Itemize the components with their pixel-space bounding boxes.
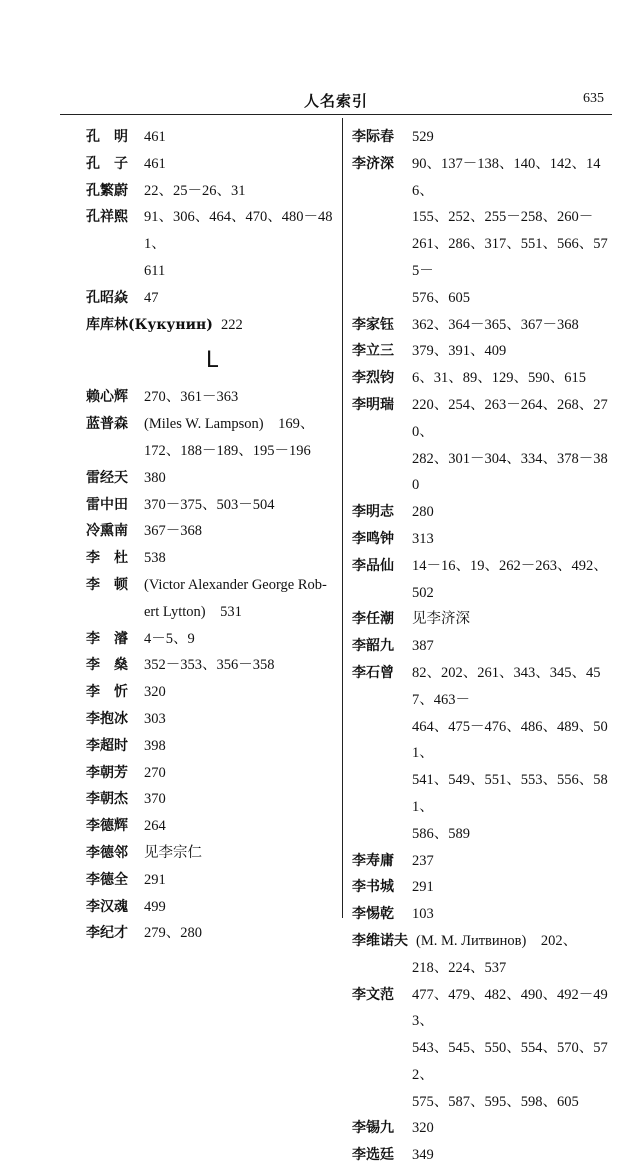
index-entry bbox=[86, 492, 338, 519]
entry-name: 李维诺夫 bbox=[352, 932, 408, 949]
entry-references: 90、137－138、140、142、146、 155、252、255－258、260－ 261、286、317、551、566、575－ 576、605 bbox=[412, 155, 608, 306]
entry-references: 103 bbox=[412, 906, 434, 923]
entry-references: 529 bbox=[412, 129, 434, 145]
entry-name: 孔 明 bbox=[86, 129, 128, 145]
entry-name: 孔繁蔚 bbox=[86, 182, 128, 199]
entry-references: 379、391、409 bbox=[412, 343, 507, 360]
entry-references: 398 bbox=[144, 737, 166, 754]
entry-name: 李纪才 bbox=[86, 925, 128, 942]
index-entry bbox=[86, 786, 338, 813]
entry-references: 370－375、503－504 bbox=[144, 496, 275, 513]
index-entry bbox=[86, 572, 338, 626]
entry-references: 461 bbox=[144, 129, 166, 145]
entry-references: 279、280 bbox=[144, 925, 202, 942]
entry-name: 李 顿 bbox=[86, 576, 128, 593]
entry-name: 孔 子 bbox=[86, 155, 128, 172]
entry-name: 李明志 bbox=[352, 504, 394, 521]
entry-references: 320 bbox=[144, 684, 166, 701]
entry-name: 雷中田 bbox=[86, 496, 128, 513]
entry-references: 见李济深 bbox=[412, 611, 470, 628]
entry-name: 库库林(Кукунин) bbox=[86, 316, 213, 333]
entry-name: 李选廷 bbox=[352, 1147, 394, 1164]
entry-references: 237 bbox=[412, 852, 434, 869]
index-entry bbox=[352, 553, 614, 607]
entry-name: 李德邻 bbox=[86, 844, 128, 861]
index-entry bbox=[352, 606, 614, 633]
index-entry bbox=[86, 384, 338, 411]
entry-name: 李朝杰 bbox=[86, 791, 128, 808]
entry-name: 李德全 bbox=[86, 871, 128, 888]
index-entry bbox=[352, 392, 614, 499]
entry-references: 461 bbox=[144, 155, 166, 172]
index-column-left bbox=[86, 124, 338, 947]
entry-references: 22、25－26、31 bbox=[144, 182, 246, 199]
index-entry bbox=[352, 338, 614, 365]
entry-name: 李书城 bbox=[352, 879, 394, 896]
entry-name: 李任潮 bbox=[352, 611, 394, 628]
index-entry bbox=[86, 411, 338, 465]
index-entry bbox=[86, 204, 338, 284]
index-entry bbox=[86, 760, 338, 787]
entry-references: 47 bbox=[144, 289, 159, 306]
entry-name: 李惕乾 bbox=[352, 906, 394, 923]
index-entry bbox=[86, 679, 338, 706]
entry-references: 538 bbox=[144, 550, 166, 567]
index-entry bbox=[86, 178, 338, 205]
index-entry bbox=[86, 894, 338, 921]
entry-name: 李品仙 bbox=[352, 557, 394, 574]
column-divider bbox=[342, 118, 343, 918]
entry-references: 270 bbox=[144, 764, 166, 781]
entry-name: 李家钰 bbox=[352, 316, 394, 333]
entry-name: 李韶九 bbox=[352, 638, 394, 655]
index-entry bbox=[86, 733, 338, 760]
page-header bbox=[60, 88, 612, 115]
index-entry bbox=[352, 982, 614, 1116]
entry-name: 李 濬 bbox=[86, 630, 128, 647]
entry-references: 352－353、356－358 bbox=[144, 657, 275, 674]
entry-name: 李立三 bbox=[352, 343, 394, 360]
entry-name: 李朝芳 bbox=[86, 764, 128, 781]
entry-references: (Victor Alexander George Rob- ert Lytton) 531 bbox=[144, 576, 327, 620]
index-entry bbox=[86, 652, 338, 679]
entry-name: 李际春 bbox=[352, 129, 394, 145]
entry-references: 499 bbox=[144, 898, 166, 915]
entry-references: 14－16、19、262－263、492、 502 bbox=[412, 557, 608, 601]
index-entry bbox=[86, 518, 338, 545]
entry-references: 91、306、464、470、480－481、 611 bbox=[144, 209, 333, 279]
entry-references: 见李宗仁 bbox=[144, 844, 202, 861]
running-title: 人名索引 bbox=[303, 92, 368, 110]
index-entry bbox=[352, 312, 614, 339]
entry-references: 291 bbox=[144, 871, 166, 888]
entry-name: 李抱冰 bbox=[86, 710, 128, 727]
index-entry bbox=[86, 706, 338, 733]
entry-references: 220、254、263－264、268、270、 282、301－304、334、378－380 bbox=[412, 396, 608, 494]
entry-name: 李汉魂 bbox=[86, 898, 128, 915]
index-entry bbox=[352, 874, 614, 901]
index-entry bbox=[86, 867, 338, 894]
entry-references: (M. M. Литвинов) 202、 218、224、537 bbox=[412, 932, 578, 976]
index-entry bbox=[352, 151, 614, 312]
entry-name: 李明瑞 bbox=[352, 396, 394, 413]
entry-references: 380 bbox=[144, 469, 166, 486]
entry-references: 320 bbox=[412, 1120, 434, 1137]
index-entry bbox=[86, 840, 338, 867]
index-entry bbox=[86, 124, 338, 151]
index-entry bbox=[352, 526, 614, 553]
index-entry bbox=[352, 928, 614, 982]
index-entry bbox=[86, 813, 338, 840]
index-entry bbox=[86, 465, 338, 492]
index-entry bbox=[352, 901, 614, 928]
index-column-right bbox=[352, 124, 614, 1169]
entry-name: 冷熏南 bbox=[86, 523, 128, 540]
entry-name: 李鸣钟 bbox=[352, 530, 394, 547]
entry-references: 370 bbox=[144, 791, 166, 808]
index-entry bbox=[86, 920, 338, 947]
entry-references: 477、479、482、490、492－493、 543、545、550、554、570、572、 575、587、595、598、605 bbox=[412, 986, 608, 1110]
entry-name: 李 燊 bbox=[86, 657, 128, 674]
entry-references: 362、364－365、367－368 bbox=[412, 316, 579, 333]
entry-name: 李济深 bbox=[352, 155, 394, 172]
entry-references: 387 bbox=[412, 638, 434, 655]
index-entry bbox=[352, 660, 614, 848]
entry-references: 313 bbox=[412, 530, 434, 547]
entry-references: 291 bbox=[412, 879, 434, 896]
index-entry bbox=[352, 365, 614, 392]
entry-references: (Miles W. Lampson) 169、 172、188－189、195－196 bbox=[144, 416, 315, 459]
index-entry bbox=[352, 499, 614, 526]
index-entry bbox=[86, 312, 338, 339]
index-entry bbox=[352, 1115, 614, 1142]
entry-references: 264 bbox=[144, 818, 166, 835]
index-entry bbox=[352, 124, 614, 151]
entry-references: 303 bbox=[144, 710, 166, 727]
entry-references: 4－5、9 bbox=[144, 630, 195, 647]
entry-references: 367－368 bbox=[144, 523, 202, 540]
entry-name: 蓝普森 bbox=[86, 416, 128, 433]
entry-name: 李德辉 bbox=[86, 818, 128, 835]
entry-name: 李 忻 bbox=[86, 684, 128, 701]
entry-name: 李文范 bbox=[352, 986, 394, 1003]
entry-name: 李烈钧 bbox=[352, 370, 394, 387]
entry-references: 82、202、261、343、345、457、463－ 464、475－476、486、489、501、 541、549、551、553、556、581、 586、589 bbox=[412, 664, 608, 842]
section-letter: L bbox=[205, 348, 219, 374]
entry-name: 李石曾 bbox=[352, 664, 394, 681]
entry-name: 李 杜 bbox=[86, 550, 128, 567]
page-number: 635 bbox=[583, 91, 604, 106]
index-entry bbox=[86, 285, 338, 312]
entry-name: 雷经天 bbox=[86, 469, 128, 486]
entry-references: 222 bbox=[221, 316, 243, 333]
entry-name: 李寿庸 bbox=[352, 852, 394, 869]
entry-name: 孔祥熙 bbox=[86, 209, 128, 226]
entry-references: 349 bbox=[412, 1147, 434, 1164]
index-entry bbox=[86, 626, 338, 653]
entry-name: 孔昭焱 bbox=[86, 289, 128, 306]
entry-name: 李锡九 bbox=[352, 1120, 394, 1137]
index-entry bbox=[352, 633, 614, 660]
index-entry bbox=[352, 848, 614, 875]
index-entry bbox=[86, 545, 338, 572]
entry-references: 270、361－363 bbox=[144, 389, 239, 406]
index-entry bbox=[352, 1142, 614, 1169]
entry-name: 赖心辉 bbox=[86, 389, 128, 406]
index-entry bbox=[86, 151, 338, 178]
entry-references: 280 bbox=[412, 504, 434, 521]
entry-name: 李超时 bbox=[86, 737, 128, 754]
entry-references: 6、31、89、129、590、615 bbox=[412, 370, 586, 387]
